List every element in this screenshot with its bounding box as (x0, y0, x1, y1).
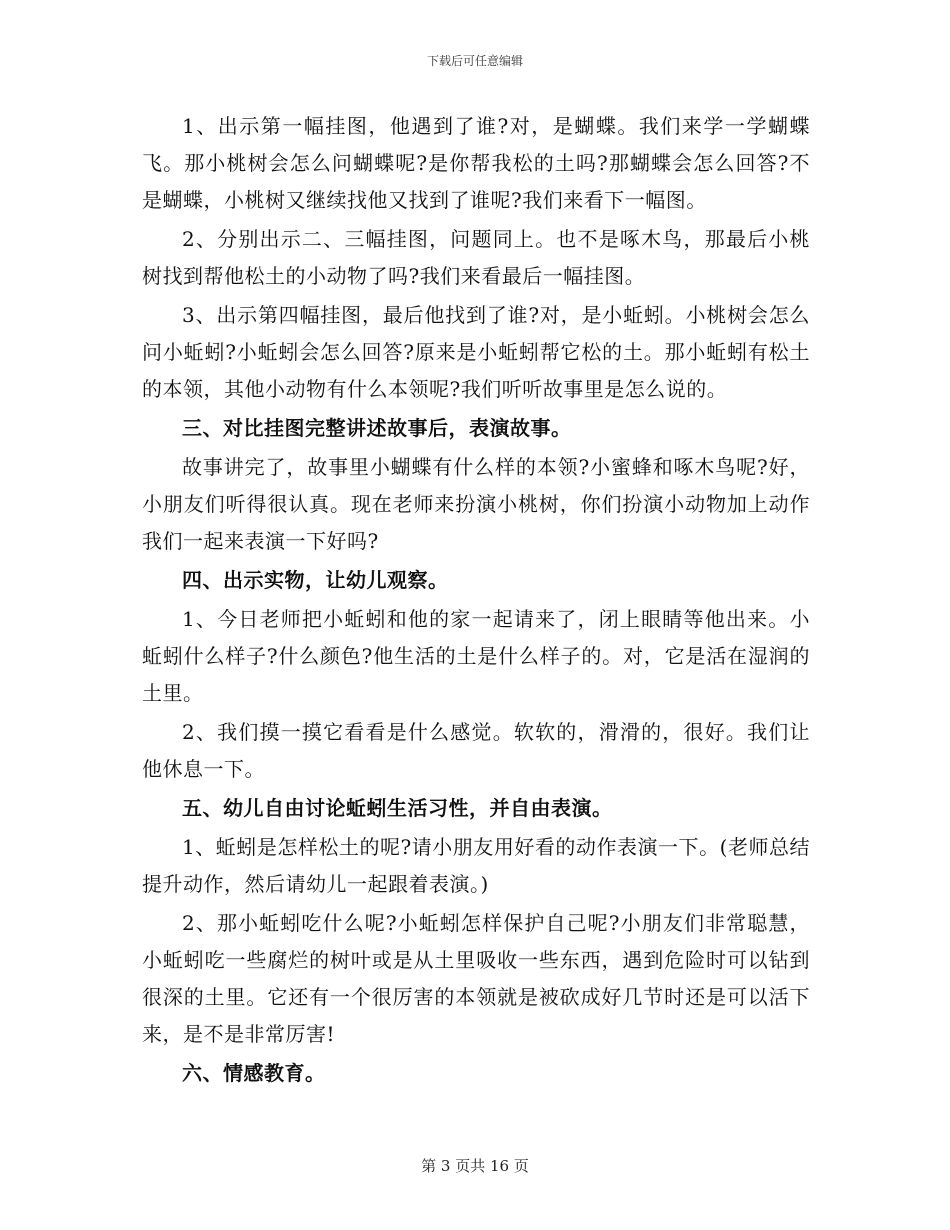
paragraph-8: 2、那小蚯蚓吃什么呢?小蚯蚓怎样保护自己呢?小朋友们非常聪慧，小蚯蚓吃一些腐烂的树叶或是从土里吸收一些东西，遇到危险时可以钻到很深的土里。它还有一个很厉害的本领就是被砍成好几节时还是可以活下来，是不是非常厉害! (142, 911, 810, 1046)
paragraph-4: 故事讲完了，故事里小蝴蝶有什么样的本领?小蜜蜂和啄木鸟呢?好，小朋友们听得很认真。现在老师来扮演小桃树，你们扮演小动物加上动作我们一起来表演一下好吗? (142, 455, 810, 553)
paragraph-5: 1、今日老师把小蚯蚓和他的家一起请来了，闭上眼睛等他出来。小蚯蚓什么样子?什么颜色?他生活的土是什么样子的。对，它是活在湿润的土里。 (142, 607, 810, 705)
section-heading-3: 三、对比挂图完整讲述故事后，表演故事。 (182, 416, 572, 440)
section-heading-6: 六、情感教育。 (182, 1061, 326, 1085)
paragraph-6: 2、我们摸一摸它看看是什么感觉。软软的，滑滑的，很好。我们让他休息一下。 (142, 720, 810, 781)
section-heading-5: 五、幼儿自由讨论蚯蚓生活习性，并自由表演。 (182, 796, 613, 820)
paragraph-7: 1、蚯蚓是怎样松土的呢?请小朋友用好看的动作表演一下。(老师总结提升动作，然后请幼儿一起跟着表演。) (142, 835, 810, 896)
page-footer: 第 3 页共 16 页 (421, 1157, 529, 1175)
paragraph-1: 1、出示第一幅挂图，他遇到了谁?对，是蝴蝶。我们来学一学蝴蝶飞。那小桃树会怎么问蝴蝶呢?是你帮我松的土吗?那蝴蝶会怎么回答?不是蝴蝶，小桃树又继续找他又找到了谁呢?我们来看下一幅图。 (142, 114, 810, 212)
section-heading-4: 四、出示实物，让幼儿观察。 (182, 568, 449, 592)
paragraph-2: 2、分别出示二、三幅挂图，问题同上。也不是啄木鸟，那最后小桃树找到帮他松土的小动物了吗?我们来看最后一幅挂图。 (142, 227, 810, 288)
page-header: 下载后可任意编辑 (426, 54, 523, 68)
document-body (142, 108, 810, 1094)
paragraph-3: 3、出示第四幅挂图，最后他找到了谁?对，是小蚯蚓。小桃树会怎么问小蚯蚓?小蚯蚓会怎么回答?原来是小蚯蚓帮它松的土。那小蚯蚓有松土的本领，其他小动物有什么本领呢?我们听听故事里是怎么说的。 (142, 303, 810, 401)
